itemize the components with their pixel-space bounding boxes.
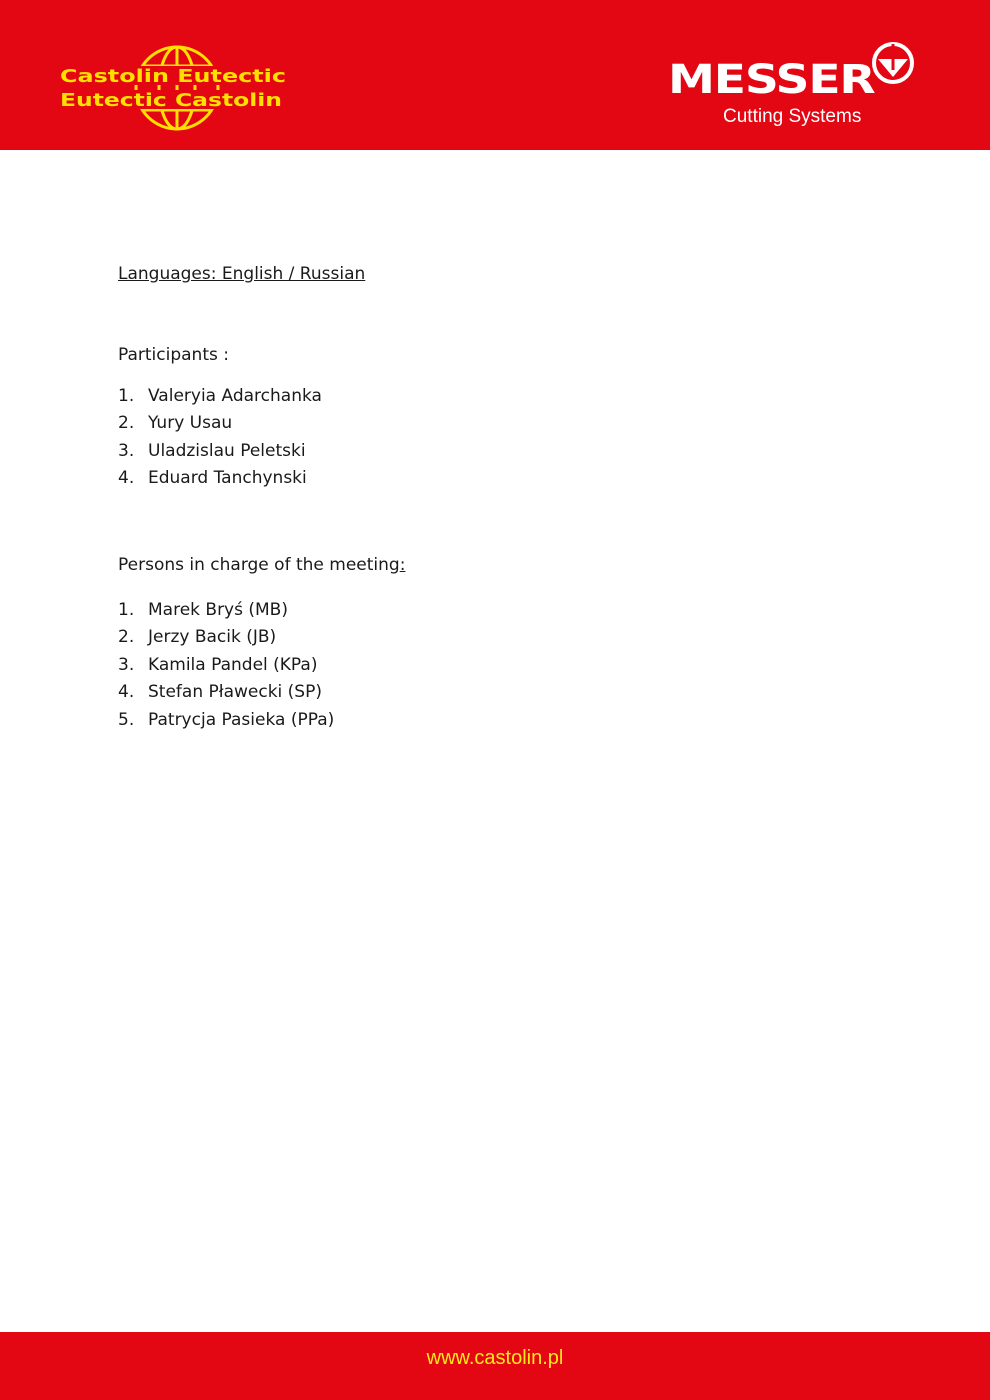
languages-line: Languages: English / Russian	[118, 264, 366, 284]
list-item	[118, 410, 322, 437]
list-item-number: 4.	[118, 682, 135, 703]
list-item-name: Stefan Pławecki (SP)	[148, 682, 322, 703]
messer-logo-name: MESSER	[668, 57, 875, 103]
castolin-eutectic-logo	[56, 44, 296, 132]
header-bar	[0, 0, 990, 150]
persons-in-charge-title-colon: :	[399, 555, 406, 575]
list-item-name: Uladzislau Peletski	[148, 440, 306, 461]
list-item	[118, 383, 322, 410]
list-item-number: 3.	[118, 440, 135, 461]
list-item	[118, 679, 334, 706]
list-item	[118, 707, 334, 734]
list-item	[118, 465, 322, 492]
list-item-number: 2.	[118, 413, 135, 434]
list-item-number: 1.	[118, 600, 135, 620]
list-item-name: Yury Usau	[148, 413, 233, 434]
list-item	[118, 624, 334, 651]
list-item-name: Eduard Tanchynski	[148, 468, 307, 489]
list-item-number: 3.	[118, 654, 135, 675]
list-item	[118, 597, 334, 624]
list-item-number: 1.	[118, 386, 135, 406]
participants-list	[118, 383, 322, 493]
list-item	[118, 438, 322, 465]
list-item-number: 2.	[118, 627, 135, 648]
list-item-number: 4.	[118, 468, 135, 489]
list-item-name: Valeryia Adarchanka	[148, 386, 322, 406]
participants-title: Participants :	[118, 345, 229, 365]
persons-in-charge-title-text: Persons in charge of the meeting	[118, 555, 400, 575]
persons-in-charge-list	[118, 597, 334, 734]
persons-in-charge-title	[118, 555, 405, 575]
messer-emblem-icon	[870, 40, 916, 86]
list-item-number: 5.	[118, 709, 135, 730]
list-item-name: Patrycja Pasieka (PPa)	[148, 709, 335, 730]
list-item	[118, 652, 334, 679]
castolin-logo-line2: Eutectic Castolin	[60, 91, 282, 111]
list-item-name: Kamila Pandel (KPa)	[148, 654, 318, 675]
list-item-name: Jerzy Bacik (JB)	[148, 627, 277, 648]
messer-logo-subtitle: Cutting Systems	[723, 106, 862, 127]
messer-logo	[664, 40, 924, 132]
footer-website-link[interactable]: www.castolin.pl	[426, 1347, 564, 1369]
castolin-logo-line1: Castolin Eutectic	[60, 67, 286, 87]
list-item-name: Marek Bryś (MB)	[148, 600, 288, 620]
